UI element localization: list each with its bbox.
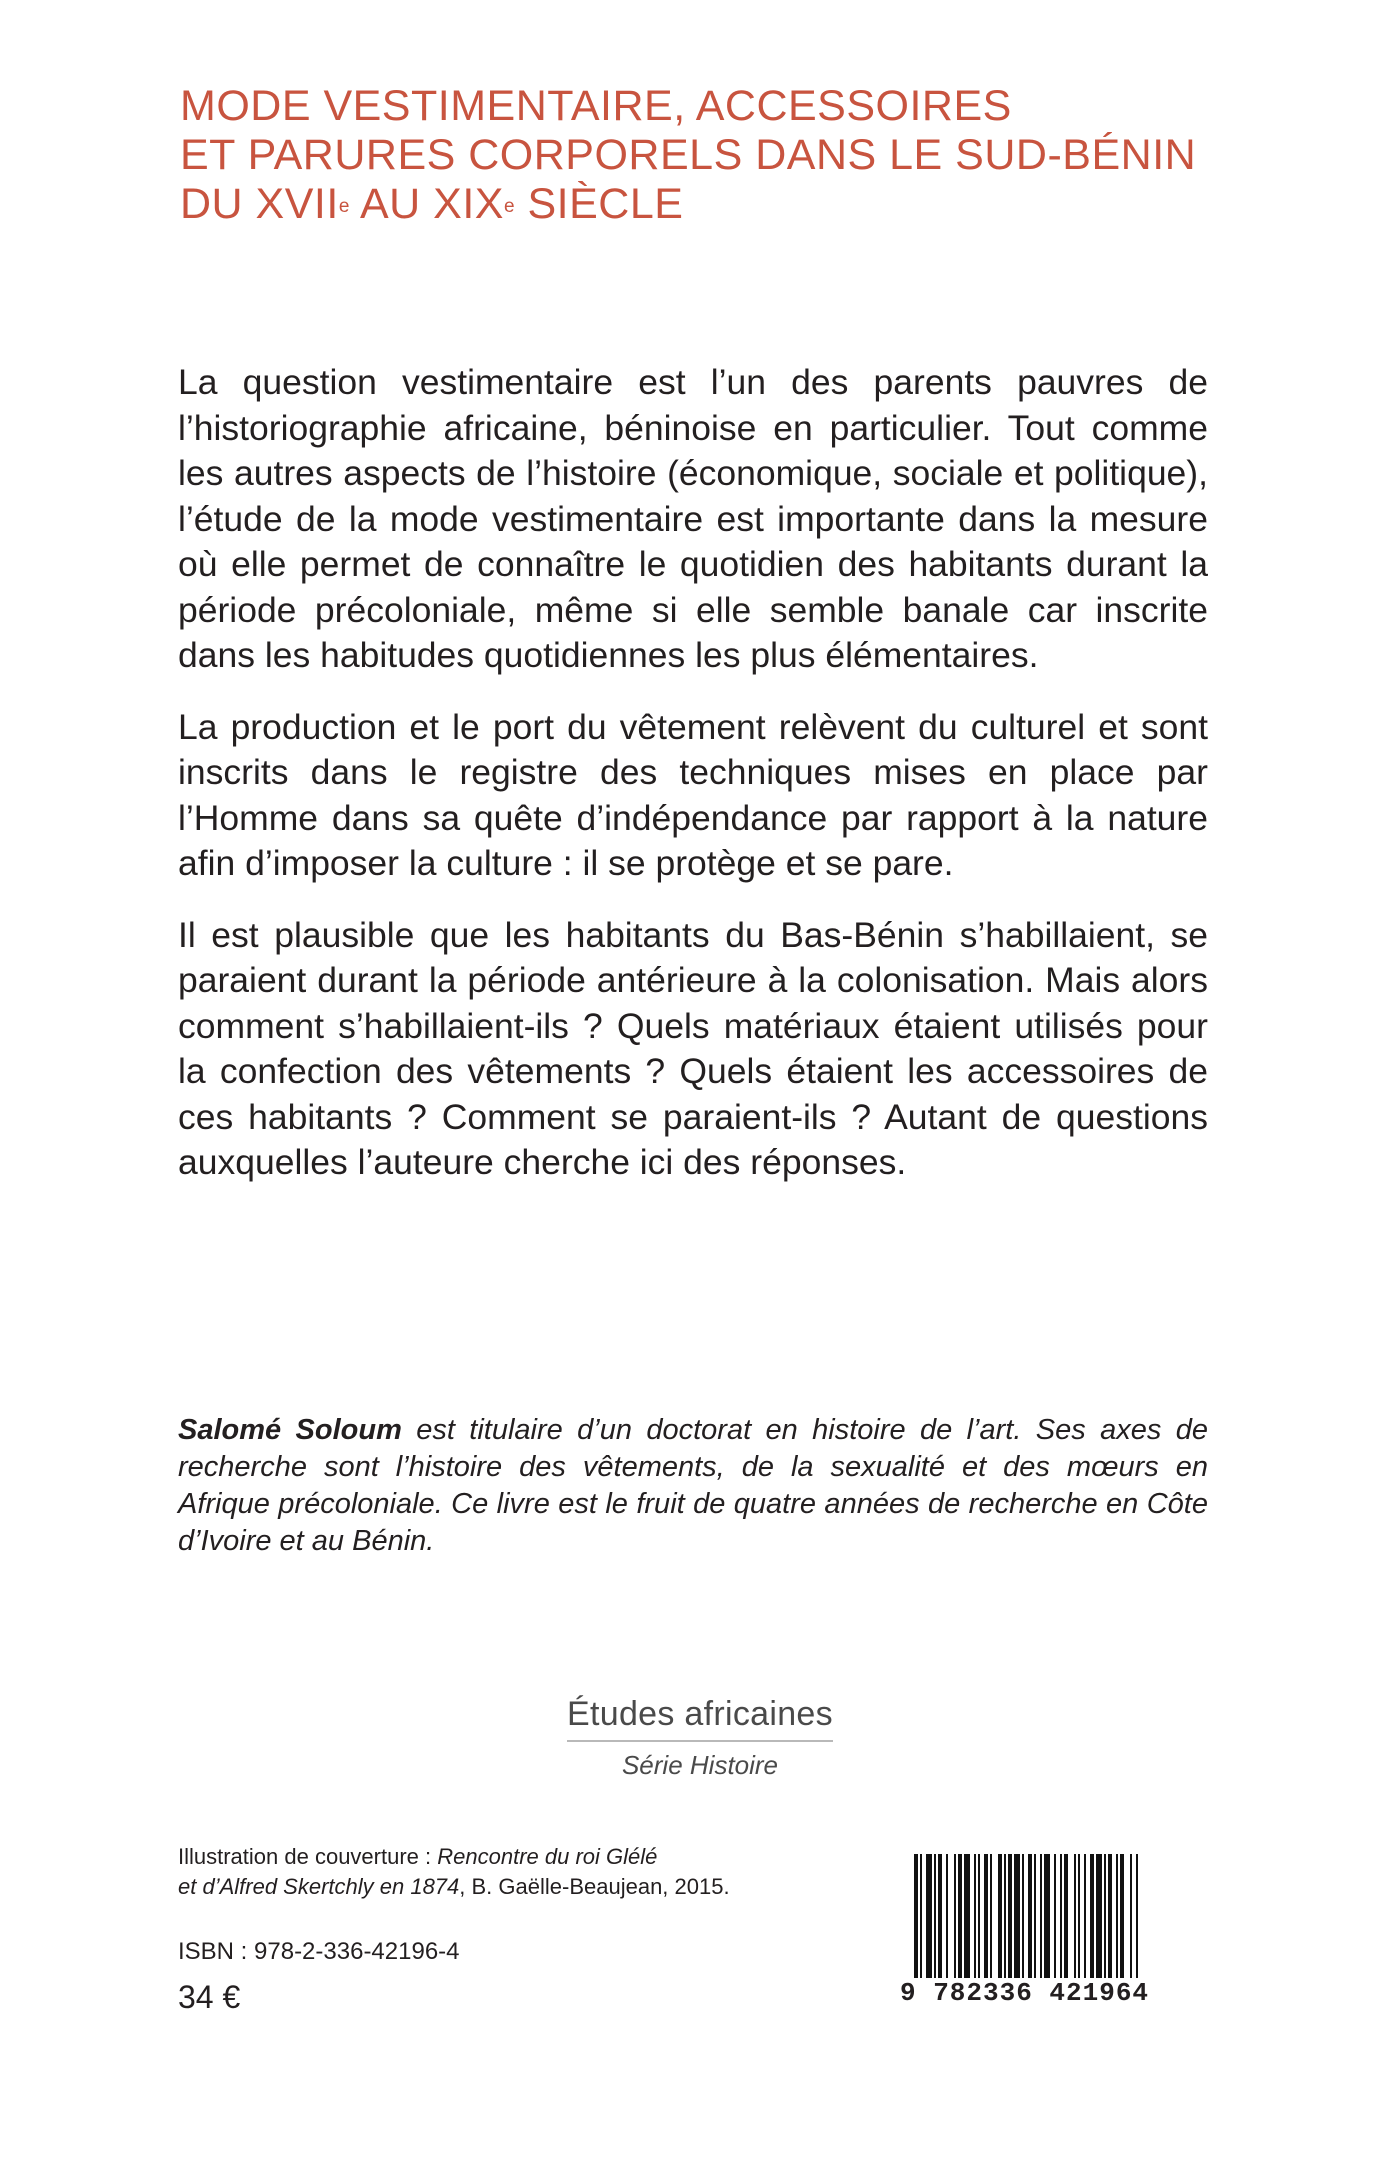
series-logo — [560, 1695, 840, 1781]
blurb-paragraph-3: Il est plausible que les habitants du Bas-Bénin s’habillaient, se paraient durant la période antérieure à la colonisation. Mais alors comment s’habillaient-ils ? Quels matériaux étaient utilisés pour la confection des vêtements ? Quels étaient les accessoires de ces habitants ? Comment se paraient-ils ? Autant de questions auxquelles l’auteure cherche ici des réponses. — [178, 914, 1208, 1182]
book-title — [180, 82, 1280, 229]
price: 34 € — [178, 1979, 241, 2015]
barcode-digits: 9 782336 421964 — [900, 1978, 1210, 2008]
series-subtitle: Série Histoire — [621, 1750, 779, 1780]
cover-illustration-credit: Illustration de couverture : Rencontre du roi Glélé et d’Alfred Skertchly en 1874, B. Gaëlle-Beaujean, 2015. — [178, 1844, 730, 1899]
blurb-paragraph-2: La production et le port du vêtement relèvent du culturel et sont inscrits dans le registre des techniques mises en place par l’Homme dans sa quête d’indépendance par rapport à la nature afin d’imposer la culture : il se protège et se pare. — [178, 706, 1208, 883]
series-name: Études africaines — [567, 1695, 833, 1742]
author-name: Salomé Soloum — [178, 1414, 402, 1446]
author-bio-text: est titulaire d’un doctorat en histoire de l’art. Ses axes de recherche sont l’histoire des vêtements, de la sexualité et des mœurs en Afrique précoloniale. Ce livre est le fruit de quatre années de recherche en Côte d’Ivoire et au Bénin. — [178, 1414, 1208, 1557]
blurb-paragraph-1: La question vestimentaire est l’un des parents pauvres de l’historiographie africaine, béninoise en particulier. Tout comme les autres aspects de l’histoire (économique, sociale et politique), l’étude de la mode vestimentaire est importante dans la mesure où elle permet de connaître le quotidien des habitants durant la période précoloniale, même si elle semble banale car inscrite dans les habitudes quotidiennes les plus élémentaires. — [178, 362, 1208, 675]
back-cover-blurb — [178, 360, 1208, 1212]
title-line-3: DU XVIIe AU XIXe SIÈCLE — [180, 180, 684, 228]
title-line-2: ET PARURES CORPORELS DANS LE SUD-BÉNIN — [180, 131, 1197, 179]
author-bio — [178, 1412, 1208, 1560]
isbn: ISBN : 978-2-336-42196-4 — [178, 1938, 460, 1965]
title-line-1: MODE VESTIMENTAIRE, ACCESSOIRES — [180, 82, 1012, 130]
